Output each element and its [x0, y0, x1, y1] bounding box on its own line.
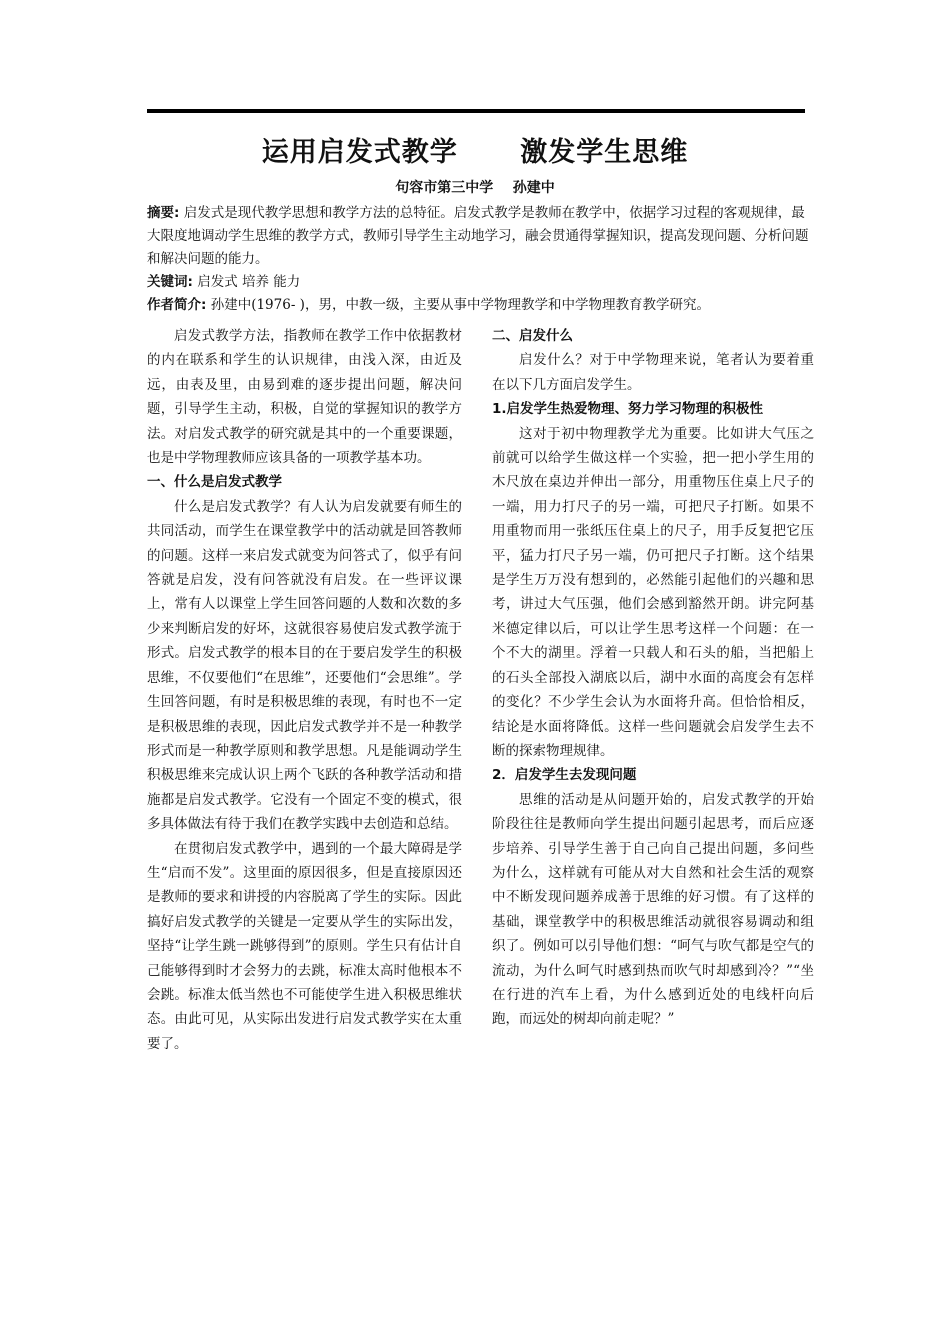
right-column — [492, 324, 814, 1032]
abstract-text: 启发式是现代教学思想和教学方法的总特征。启发式教学是教师在教学中，依据学习过程的客观规律，最大限度地调动学生思维的教学方式，教师引导学生主动地学习，融会贯通得掌握知识，提高发现问题、分析问题和解决问题的能力。 — [147, 205, 809, 267]
author-intro-text: 孙建中(1976- )，男，中教一级，主要从事中学物理教学和中学物理教育教学研究。 — [210, 297, 710, 313]
keywords-label: 关键词: — [147, 274, 193, 290]
section-1-heading: 一、什么是启发式教学 — [147, 474, 282, 491]
section-2-intro: 启发什么？对于中学物理来说，笔者认为要着重在以下几方面启发学生。 — [492, 352, 814, 393]
section-1-paragraph-1: 什么是启发式教学？有人认为启发就要有师生的共同活动，而学生在课堂教学中的活动就是回答教师的问题。这样一来启发式就变为问答式了，似乎有问答就是启发，没有问答就没有启发。在一些评议课上，常有人以课堂上学生回答问题的人数和次数的多少来判断启发的好坏，这就很容易使启发式教学流于形式。启发式教学的根本目的在于要启发学生的积极思维，不仅要他们“在思维”，还要他们“会思维”。学生回答问题，有时是积极思维的表现，有时也不一定是积极思维的表现，因此启发式教学并不是一种教学形式而是一种教学原则和教学思想。凡是能调动学生积极思维来完成认识上两个飞跃的各种教学活动和措施都是启发式教学。它没有一个固定不变的模式，很多具体做法有待于我们在教学实践中去创造和总结。 — [147, 498, 462, 833]
author-line: 句容市第三中学 孙建中 — [395, 180, 555, 196]
subsection-1-paragraph: 这对于初中物理教学尤为重要。比如讲大气压之前就可以给学生做这样一个实验，把一把小学生用的木尺放在桌边并伸出一部分，用重物压住桌上尺子的一端，用力打尺子的另一端，可把尺子打断。如果不用重物而用一张纸压住桌上的尺子，用手反复把它压平，猛力打尺子另一端，仍可把尺子打断。这个结果是学生万万没有想到的，必然能引起他们的兴趣和思考，讲过大气压强，他们会感到豁然开朗。讲完阿基米德定律以后，可以让学生思考这样一个问题：在一个不大的湖里。浮着一只载人和石头的船，当把船上的石头全部投入湖底以后，湖中水面的高度会有怎样的变化？不少学生会认为水面将升高。但恰恰相反，结论是水面将降低。这样一些问题就会启发学生去不断的探索物理规律。 — [492, 425, 814, 759]
author-intro — [147, 294, 815, 317]
subsection-1-heading: 1.启发学生热爱物理、努力学习物理的积极性 — [492, 401, 764, 418]
abstract-label: 摘要: — [147, 205, 180, 221]
article-title: 运用启发式教学 激发学生思维 — [261, 137, 689, 168]
keywords — [147, 271, 815, 294]
intro-paragraph: 启发式教学方法，指教师在教学工作中依据教材的内在联系和学生的认识规律，由浅入深，由近及远，由表及里，由易到难的逐步提出问题，解决问题，引导学生主动，积极，自觉的掌握知识的教学方法。对启发式教学的研究就是其中的一个重要课题，也是中学物理教师应该具备的一项教学基本功。 — [147, 328, 462, 467]
keywords-text: 启发式 培养 能力 — [197, 274, 301, 290]
subsection-2-heading: 2．启发学生去发现问题 — [492, 767, 637, 784]
section-2-heading: 二、启发什么 — [492, 328, 573, 344]
section-1-paragraph-2: 在贯彻启发式教学中，遇到的一个最大障碍是学生“启而不发”。这里面的原因很多，但是直接原因还是教师的要求和讲授的内容脱离了学生的实际。因此搞好启发式教学的关键是一定要从学生的实际出发，坚持“让学生跳一跳够得到”的原则。学生只有估计自己能够得到时才会努力的去跳，标准太高时他根本不会跳。标准太低当然也不可能使学生进入积极思维状态。由此可见，从实际出发进行启发式教学实在太重要了。 — [147, 840, 462, 1052]
left-column — [147, 324, 462, 1056]
top-horizontal-rule — [147, 109, 805, 113]
author-intro-label: 作者简介: — [147, 297, 207, 313]
article-header — [147, 202, 815, 317]
abstract — [147, 202, 815, 271]
subsection-2-paragraph: 思维的活动是从问题开始的，启发式教学的开始阶段往往是教师向学生提出问题引起思考，而后应逐步培养、引导学生善于自己向自己提出问题，多问些为什么，这样就有可能从对大自然和社会生活的观察中不断发现问题养成善于思维的好习惯。有了这样的基础，课堂教学中的积极思维活动就很容易调动和组织了。例如可以引导他们想：“呵气与吹气都是空气的流动，为什么呵气时感到热而吹气时却感到冷？”“坐在行进的汽车上看，为什么感到近处的电线杆向后跑，而远处的树却向前走呢？” — [492, 791, 814, 1028]
